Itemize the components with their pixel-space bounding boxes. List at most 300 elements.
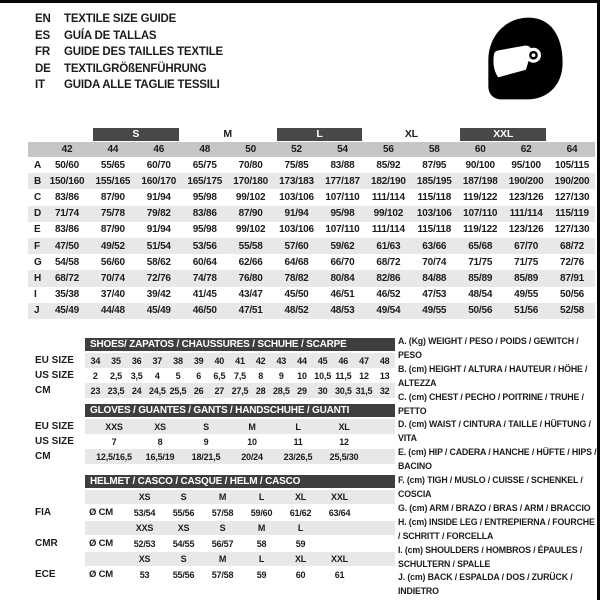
measure-cell: 70/74	[422, 256, 447, 268]
gloves-cell: L	[295, 421, 301, 432]
shoes-cell: 41	[235, 355, 245, 366]
shoes-cell: 38	[173, 355, 183, 366]
measure-cell: 71/75	[468, 256, 493, 268]
measure-cell: 173/183	[279, 175, 314, 187]
gloves-row-values	[85, 434, 395, 449]
shoes-row	[35, 383, 390, 398]
gloves-cell: 25,5/30	[329, 451, 359, 462]
measure-cell: 79/82	[146, 208, 171, 220]
shoes-row	[35, 368, 390, 383]
measure-cell: 85/89	[468, 272, 493, 284]
gloves-cell: 12	[339, 436, 349, 447]
eu-size-cell: 54	[337, 144, 348, 155]
measure-cell: 55/65	[100, 159, 125, 171]
measure-cell: 54/58	[54, 256, 79, 268]
helmet-value-cell: 54/55	[172, 538, 195, 549]
helmet-value-cell: 53/54	[133, 507, 156, 518]
measure-cell: 70/80	[238, 159, 263, 171]
measure-cell: 47/51	[238, 305, 263, 317]
measure-cell: 105/115	[554, 159, 590, 171]
language-code: IT	[35, 79, 45, 92]
helmet-size-header-values	[85, 552, 395, 566]
measure-cell: 115/119	[555, 208, 589, 220]
measure-cell: 63/66	[422, 240, 447, 252]
measure-cell: 70/74	[100, 272, 125, 284]
measure-row-h	[28, 270, 595, 286]
measure-cell: 111/114	[371, 224, 405, 236]
measure-cell: 49/52	[100, 240, 125, 252]
language-code: DE	[35, 62, 51, 75]
gloves-title-bar: GLOVES / GUANTES / GANTS / HANDSCHUHE / GUANTI	[85, 404, 395, 417]
helmet-value-cell: 57/58	[211, 569, 234, 580]
measure-row-i	[28, 287, 595, 303]
measure-cell: 59/62	[330, 240, 355, 252]
measure-cell: 71/74	[54, 208, 79, 220]
helmet-size-cell: L	[297, 523, 304, 533]
measure-cell: 46/50	[192, 305, 217, 317]
helmet-size-header-values	[85, 521, 395, 535]
gloves-size-table	[35, 404, 359, 464]
size-group-m: M	[223, 128, 232, 140]
measure-row-c	[28, 189, 595, 205]
measure-cell: 49/55	[514, 289, 539, 301]
measure-row-j	[28, 303, 595, 319]
helmet-size-header-values	[85, 490, 395, 504]
measure-cell: 87/90	[100, 224, 125, 236]
gloves-cell: 23/26,5	[283, 451, 313, 462]
shoes-title-bar: SHOES/ ZAPATOS / CHAUSSURES / SCHUHE / SCARPE	[85, 338, 395, 351]
measure-cell: 39/42	[146, 289, 171, 301]
measure-cell: 150/160	[49, 175, 85, 187]
helmet-size-cell: M	[257, 523, 266, 533]
measure-cell: 75/78	[100, 208, 125, 220]
measure-cell: 111/114	[371, 191, 405, 203]
shoes-cell: 5	[175, 370, 181, 381]
helmet-values	[85, 504, 395, 521]
measure-cell: 47/50	[54, 240, 79, 252]
eu-size-cell: 52	[291, 144, 302, 155]
measure-cell: 83/88	[330, 159, 355, 171]
measure-cell: 52/58	[560, 305, 585, 317]
measure-letter: I	[34, 289, 37, 301]
measure-cell: 43/47	[238, 289, 263, 301]
shoes-cell: 29	[297, 385, 307, 396]
shoes-cell: 27,5	[231, 385, 249, 396]
helmet-value-cell: 59/60	[250, 507, 273, 518]
measure-cell: 185/195	[416, 175, 452, 187]
measure-letter: B	[34, 175, 42, 187]
helmet-value-cell: 59	[295, 538, 306, 549]
measure-cell: 85/89	[514, 272, 539, 284]
language-row	[35, 77, 223, 94]
helmet-value-cell: 52/53	[133, 538, 156, 549]
legend-item: J. (cm) BACK / ESPALDA / DOS / ZURÜCK / INDIETRO	[398, 572, 573, 597]
measure-cell: 45/50	[284, 289, 309, 301]
helmet-size-header-row	[35, 521, 345, 535]
legend-item: I. (cm) SHOULDERS / HOMBROS / ÉPAULES / SCHULTERN / SPALLE	[398, 544, 583, 569]
helmet-title-bar: HELMET / CASCO / CASQUE / HELM / CASCO	[85, 475, 395, 488]
shoes-cell: 27	[214, 385, 225, 396]
shoes-cell: 47	[359, 355, 369, 366]
gloves-cell: M	[248, 421, 256, 432]
measure-letter: E	[34, 224, 41, 236]
measure-row-b	[28, 173, 595, 189]
helmet-size-cell: XL	[294, 492, 307, 502]
measure-cell: 170/180	[233, 175, 268, 187]
measure-cell: 35/38	[54, 289, 79, 301]
measure-cell: 65/68	[468, 240, 493, 252]
shoes-cell: 43	[276, 355, 287, 366]
measure-cell: 190/200	[554, 175, 590, 187]
textile-size-table	[28, 126, 595, 319]
eu-size-cell: 64	[566, 144, 578, 155]
gloves-row	[35, 419, 350, 434]
helmet-values	[85, 566, 395, 583]
measure-cell: 83/86	[54, 224, 79, 236]
measure-cell: 107/110	[463, 208, 498, 220]
measure-cell: 56/60	[100, 256, 125, 268]
shoes-cell: 3,5	[130, 370, 143, 381]
shoes-cell: 45	[317, 355, 328, 366]
shoes-cell: 24,5	[148, 385, 166, 396]
measure-cell: 127/130	[554, 191, 590, 203]
legend-item: E. (cm) HIP / CADERA / HANCHE / HÜFTE / HIPS / BACINO	[398, 447, 597, 472]
shoes-cell: 28,5	[272, 385, 290, 396]
gloves-cell: 10	[247, 436, 257, 447]
measure-cell: 103/106	[279, 224, 314, 236]
measure-cell: 95/98	[330, 208, 355, 220]
helmet-value-cell: 61	[334, 569, 345, 580]
measure-cell: 187/198	[462, 175, 498, 187]
shoes-cell: 10,5	[314, 370, 332, 381]
helmet-value-cell: 55/56	[172, 569, 195, 580]
measure-cell: 99/102	[235, 191, 266, 203]
helmet-size-header-row	[35, 552, 348, 566]
measure-cell: 85/92	[376, 159, 401, 171]
measure-cell: 190/200	[508, 175, 544, 187]
shoes-cell: 6	[196, 370, 202, 381]
measure-cell: 127/130	[554, 224, 590, 236]
language-label: GUIDE DES TAILLES TEXTILE	[64, 46, 223, 59]
size-group-row	[28, 126, 595, 142]
shoes-cell: 48	[379, 355, 390, 366]
measure-cell: 68/72	[54, 272, 79, 284]
gloves-cell: XXS	[105, 421, 123, 432]
measure-cell: 90/100	[465, 159, 495, 171]
measure-cell: 115/118	[417, 224, 452, 236]
language-label: TEXTILE SIZE GUIDE	[64, 13, 177, 26]
measure-cell: 119/122	[463, 191, 498, 203]
legend-item: G. (cm) ARM / BRAZO / BRAS / ARM / BRACCIO	[398, 502, 591, 513]
legend-item: H. (cm) INSIDE LEG / ENTREPIERNA / FOURCHE / SCHRITT / FORCELLA	[398, 516, 595, 541]
shoes-cell: 28	[255, 385, 266, 396]
shoes-cell: 4	[154, 370, 160, 381]
measure-cell: 48/53	[330, 305, 355, 317]
shoes-cell: 26	[193, 385, 204, 396]
shoes-cell: 42	[255, 355, 266, 366]
measure-cell: 82/86	[376, 272, 401, 284]
shoes-size-table	[35, 338, 390, 398]
measure-cell: 165/175	[187, 175, 223, 187]
gloves-cell: 18/21,5	[191, 451, 221, 462]
helmet-size-cell: XXL	[331, 554, 348, 564]
shoes-cell: 44	[297, 355, 307, 366]
measure-cell: 46/51	[330, 289, 355, 301]
measure-cell: 103/106	[416, 208, 452, 220]
measure-cell: 95/98	[192, 224, 217, 236]
shoes-row-label: US SIZE	[35, 370, 74, 381]
helmet-org-label: FIA	[35, 507, 52, 518]
helmet-size-cell: L	[258, 492, 265, 502]
helmet-value-row-ece	[35, 566, 345, 583]
measure-cell: 99/102	[373, 208, 404, 220]
gloves-row	[35, 434, 349, 449]
shoes-cell: 10	[297, 370, 307, 381]
measure-cell: 75/85	[284, 159, 309, 171]
shoes-cell: 9	[278, 370, 284, 381]
size-group-xxl: XXL	[460, 128, 546, 141]
eu-size-cell: 58	[428, 144, 440, 155]
measure-cell: 51/54	[146, 240, 171, 252]
measure-cell: 44/48	[100, 305, 125, 317]
helmet-size-cell: S	[180, 554, 187, 564]
helmet-value-cell: 56/57	[211, 538, 234, 549]
shoes-row-label: CM	[35, 385, 51, 396]
language-code: EN	[35, 13, 51, 26]
helmet-org-label: ECE	[35, 569, 56, 580]
language-label: GUÍA DE TALLAS	[64, 29, 157, 42]
helmet-size-cell: XXS	[135, 523, 154, 533]
measure-cell: 177/187	[325, 175, 360, 187]
gloves-cell: XL	[338, 421, 350, 432]
measure-cell: 46/52	[376, 289, 401, 301]
measure-letter: J	[34, 305, 40, 317]
shoes-cell: 30	[317, 385, 328, 396]
measure-cell: 95/100	[511, 159, 541, 171]
measure-cell: 45/49	[54, 305, 79, 317]
language-row	[35, 11, 223, 28]
measure-cell: 107/110	[325, 191, 360, 203]
shoes-cell: 7,5	[234, 370, 246, 381]
measure-row-f	[28, 238, 595, 254]
gloves-cell: 12,5/16,5	[96, 451, 132, 462]
measure-cell: 115/118	[417, 191, 452, 203]
eu-size-header-row	[28, 142, 595, 157]
shoes-cell: 23	[90, 385, 101, 396]
measure-letter: F	[34, 240, 40, 252]
measure-cell: 50/60	[54, 159, 79, 171]
shoes-cell: 2,5	[110, 370, 122, 381]
shoes-cell: 6,5	[213, 370, 226, 381]
helmet-size-cell: M	[218, 492, 227, 502]
measure-row-d	[28, 206, 595, 222]
size-group-l: L	[277, 128, 363, 141]
measure-cell: 107/110	[325, 224, 360, 236]
size-group-xl: XL	[404, 128, 418, 140]
helmet-values	[85, 535, 395, 552]
helmet-value-cell: 55/56	[172, 507, 195, 518]
gloves-row-values	[85, 449, 395, 464]
measure-cell: 37/40	[100, 289, 125, 301]
helmet-value-cell: 63/64	[328, 507, 351, 518]
measure-cell: 41/45	[192, 289, 217, 301]
gloves-cell: XS	[154, 421, 166, 432]
shoes-cell: 24	[131, 385, 142, 396]
shoes-row-values	[85, 368, 395, 383]
shoes-cell: 40	[214, 355, 225, 366]
measure-cell: 103/106	[279, 191, 314, 203]
measure-letter: A	[34, 159, 42, 171]
measure-cell: 78/82	[284, 272, 309, 284]
measure-cell: 71/75	[514, 256, 539, 268]
measure-cell: 91/94	[146, 224, 171, 236]
measure-cell: 47/53	[422, 289, 447, 301]
measure-letter: G	[34, 256, 42, 268]
measure-cell: 64/68	[284, 256, 309, 268]
shoes-cell: 34	[90, 355, 101, 366]
measure-cell: 49/54	[376, 305, 401, 317]
helmet-size-header-row	[35, 490, 348, 504]
helmet-org-label: CMR	[35, 538, 58, 549]
measure-cell: 72/76	[560, 256, 585, 268]
eu-size-cell: 60	[474, 144, 486, 155]
measure-cell: 76/80	[238, 272, 263, 284]
measure-cell: 50/56	[468, 305, 493, 317]
helmet-value-cell: 53	[139, 569, 150, 580]
shoes-cell: 39	[193, 355, 204, 366]
measure-cell: 119/122	[463, 224, 498, 236]
measure-cell: 60/64	[192, 256, 217, 268]
measure-cell: 74/78	[192, 272, 217, 284]
helmet-size-table	[35, 475, 351, 583]
helmet-size-cell: L	[258, 554, 265, 564]
measure-cell: 57/60	[284, 240, 309, 252]
measure-cell: 60/70	[146, 159, 171, 171]
gloves-cell: 8	[157, 436, 163, 447]
measure-cell: 123/126	[508, 191, 544, 203]
eu-size-cell: 44	[107, 144, 119, 155]
eu-size-cell: 50	[245, 144, 256, 155]
helmet-size-cell: XS	[177, 523, 190, 533]
gloves-row-values	[85, 419, 395, 434]
measure-cell: 83/86	[192, 208, 217, 220]
legend-item: A. (Kg) WEIGHT / PESO / POIDS / GEWITCH / PESO	[398, 336, 579, 360]
measure-cell: 87/90	[238, 208, 263, 220]
language-row	[35, 61, 223, 78]
size-group-s: S	[93, 128, 179, 141]
helmet-size-cell: M	[218, 554, 227, 564]
gloves-row-label: EU SIZE	[35, 421, 74, 432]
eu-size-cell: 62	[520, 144, 532, 155]
shoes-cell: 32	[379, 385, 390, 396]
language-code: ES	[35, 29, 50, 42]
legend-item: C. (cm) CHEST / PECHO / POITRINE / TRUHE / PETTO	[398, 391, 584, 416]
measure-cell: 68/72	[560, 240, 585, 252]
measure-cell: 55/58	[238, 240, 263, 252]
measure-cell: 66/70	[330, 256, 355, 268]
legend-item: F. (cm) TIGH / MUSLO / CUISSE / SCHENKEL / COSCIA	[398, 475, 583, 499]
eu-size-cell: 46	[153, 144, 165, 155]
measurement-legend	[398, 335, 598, 599]
measure-cell: 67/70	[514, 240, 539, 252]
measure-cell: 48/52	[284, 305, 309, 317]
measure-cell: 160/170	[141, 175, 177, 187]
language-row	[35, 44, 223, 61]
helmet-value-cell: 60	[295, 569, 306, 580]
measure-cell: 58/62	[146, 256, 171, 268]
language-label: TEXTILGRÖßENFÜHRUNG	[64, 62, 207, 75]
helmet-size-cell: S	[219, 523, 226, 533]
racing-helmet-icon	[477, 12, 573, 106]
measure-cell: 65/75	[192, 159, 217, 171]
shoes-cell: 37	[152, 355, 163, 366]
measure-row-e	[28, 222, 595, 238]
shoes-row-values	[85, 383, 395, 398]
measure-cell: 99/102	[235, 224, 266, 236]
measure-cell: 80/84	[330, 272, 355, 284]
helmet-size-cell: XXL	[331, 492, 348, 502]
measure-cell: 84/88	[422, 272, 447, 284]
helmet-size-cell: XS	[138, 554, 151, 564]
shoes-row-label: EU SIZE	[35, 355, 74, 366]
measure-cell: 182/190	[370, 175, 406, 187]
measure-cell: 62/66	[238, 256, 263, 268]
gloves-cell: S	[203, 421, 209, 432]
eu-size-cell: 42	[61, 144, 73, 155]
gloves-cell: 16,5/19	[145, 451, 175, 462]
language-label: GUIDA ALLE TAGLIE TESSILI	[64, 79, 220, 92]
gloves-row	[35, 449, 359, 464]
helmet-value-cell: 59	[256, 569, 267, 580]
measure-letter: C	[34, 191, 42, 203]
measure-cell: 48/54	[468, 289, 493, 301]
shoes-row	[35, 353, 390, 368]
gloves-cell: 7	[111, 436, 117, 447]
measure-cell: 123/126	[508, 224, 544, 236]
language-code: FR	[35, 46, 50, 59]
helmet-size-cell: XS	[138, 492, 151, 502]
shoes-cell: 25,5	[169, 385, 187, 396]
measure-cell: 155/165	[95, 175, 131, 187]
shoes-cell: 30,5	[334, 385, 352, 396]
legend-item: B. (cm) HEIGHT / ALTURA / HAUTEUR / HÖHE / ALTEZZA	[398, 363, 588, 388]
measure-row-g	[28, 254, 595, 270]
helmet-value-cell: 57/58	[211, 507, 234, 518]
gloves-cell: 20/24	[241, 451, 263, 462]
measure-cell: 87/91	[560, 272, 585, 284]
gloves-cell: 9	[203, 436, 209, 447]
measure-cell: 72/76	[146, 272, 171, 284]
measure-cell: 68/72	[376, 256, 401, 268]
measure-cell: 87/90	[100, 191, 125, 203]
measure-cell: 53/56	[192, 240, 217, 252]
gloves-cell: 11	[293, 436, 303, 447]
measure-cell: 91/94	[284, 208, 309, 220]
measure-cell: 95/98	[192, 191, 217, 203]
shoes-cell: 31,5	[355, 385, 373, 396]
measure-cell: 61/63	[376, 240, 401, 252]
shoes-cell: 35	[111, 355, 121, 366]
measure-cell: 111/114	[509, 208, 543, 220]
shoes-cell: 8	[258, 370, 264, 381]
measure-cell: 91/94	[146, 191, 171, 203]
measure-cell: 51/56	[514, 305, 539, 317]
legend-item: D. (cm) WAIST / CINTURA / TAILLE / HÜFTUNG / VITA	[398, 419, 591, 444]
helmet-value-row-cmr	[35, 535, 345, 552]
diameter-unit-label: Ø CM	[89, 569, 114, 580]
shoes-cell: 13	[379, 370, 390, 381]
shoes-cell: 23,5	[107, 385, 125, 396]
